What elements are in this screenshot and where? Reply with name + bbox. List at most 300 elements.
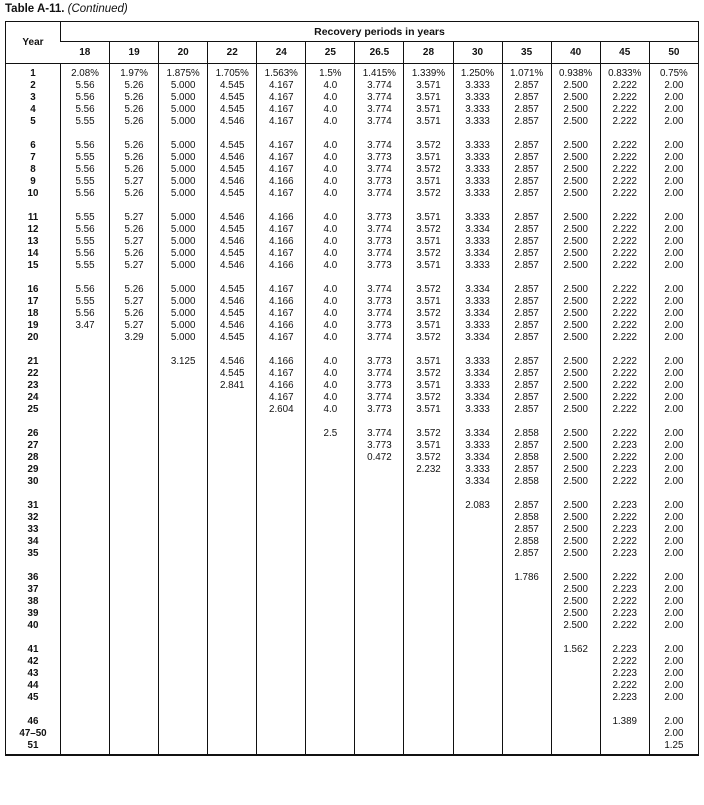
value-cell: 3.333	[453, 320, 502, 332]
value-cell: 4.0	[306, 116, 355, 128]
year-cell: 20	[27, 332, 39, 344]
year-cell: 40	[27, 620, 39, 632]
value-cell: 2.500	[551, 152, 600, 164]
spacer-cell	[257, 633, 306, 644]
value-cell: 2.00	[649, 440, 698, 452]
value-cell: 3.334	[453, 452, 502, 464]
value-cell	[404, 620, 453, 632]
value-cell	[208, 476, 257, 488]
value-cell: 5.56	[61, 104, 110, 116]
spacer-cell	[600, 489, 649, 500]
value-cell: 3.333	[453, 464, 502, 476]
value-cell: 4.545	[208, 332, 257, 344]
spacer-row	[6, 489, 699, 500]
value-cell	[502, 728, 551, 740]
spacer-cell	[110, 201, 159, 212]
value-cell	[61, 608, 110, 620]
value-cell: 3.333	[453, 188, 502, 200]
value-cell	[306, 596, 355, 608]
value-cell: 4.167	[257, 140, 306, 152]
spacer-cell	[551, 752, 600, 755]
spacer-cell	[159, 633, 208, 644]
spacer-cell	[502, 273, 551, 284]
value-cell	[453, 668, 502, 680]
value-cell	[502, 620, 551, 632]
column-header-35: 35	[502, 42, 551, 64]
value-cell: 2.222	[600, 140, 649, 152]
value-cell	[159, 620, 208, 632]
value-cell: 2.500	[551, 80, 600, 92]
spacer-cell	[649, 273, 698, 284]
value-cell: 2.857	[502, 380, 551, 392]
table-row	[6, 212, 699, 224]
value-cell	[502, 584, 551, 596]
value-cell: 2.858	[502, 536, 551, 548]
spacer-cell	[6, 633, 61, 644]
value-cell: 3.572	[404, 164, 453, 176]
value-cell: 4.0	[306, 164, 355, 176]
spacer-cell	[159, 273, 208, 284]
table-row	[6, 68, 699, 80]
value-cell	[257, 536, 306, 548]
value-cell: 2.500	[551, 188, 600, 200]
value-cell: 2.222	[600, 572, 649, 584]
value-cell	[257, 716, 306, 728]
value-cell: 3.333	[453, 104, 502, 116]
value-cell	[551, 740, 600, 752]
value-cell	[61, 368, 110, 380]
spacer-cell	[600, 273, 649, 284]
value-cell: 3.572	[404, 224, 453, 236]
value-cell	[355, 464, 404, 476]
value-cell: 2.857	[502, 548, 551, 560]
value-cell: 3.774	[355, 104, 404, 116]
value-cell: 2.00	[649, 320, 698, 332]
value-cell	[61, 500, 110, 512]
value-cell: 4.166	[257, 296, 306, 308]
value-cell: 3.773	[355, 380, 404, 392]
spacer-cell	[502, 129, 551, 140]
value-cell: 3.774	[355, 392, 404, 404]
spacer-cell	[208, 489, 257, 500]
value-cell: 4.0	[306, 212, 355, 224]
year-cell: 5	[30, 116, 36, 128]
spacer-cell	[6, 129, 61, 140]
value-cell: 4.0	[306, 356, 355, 368]
value-cell: 3.572	[404, 368, 453, 380]
table-row	[6, 644, 699, 656]
value-cell	[208, 716, 257, 728]
value-cell	[110, 356, 159, 368]
spacer-cell	[453, 489, 502, 500]
value-cell: 4.0	[306, 404, 355, 416]
value-cell: 1.562	[551, 644, 600, 656]
value-cell: 5.000	[159, 140, 208, 152]
value-cell	[404, 524, 453, 536]
value-cell: 4.545	[208, 92, 257, 104]
table-row	[6, 476, 699, 488]
value-cell	[404, 668, 453, 680]
table-row	[6, 692, 699, 704]
value-cell	[159, 368, 208, 380]
value-cell	[208, 608, 257, 620]
value-cell	[355, 584, 404, 596]
value-cell: 1.339%	[404, 68, 453, 80]
column-header-26.5: 26.5	[355, 42, 404, 64]
value-cell: 2.222	[600, 248, 649, 260]
table-row	[6, 224, 699, 236]
value-cell: 4.545	[208, 140, 257, 152]
value-cell	[110, 452, 159, 464]
value-cell	[404, 692, 453, 704]
table-header	[6, 22, 699, 64]
spacer-cell	[502, 633, 551, 644]
spacer-cell	[502, 752, 551, 755]
value-cell	[159, 644, 208, 656]
value-cell	[502, 668, 551, 680]
value-cell: 2.083	[453, 500, 502, 512]
value-cell	[208, 404, 257, 416]
value-cell	[306, 668, 355, 680]
value-cell: 2.222	[600, 296, 649, 308]
value-cell: 2.500	[551, 260, 600, 272]
recovery-periods-header: Recovery periods in years	[61, 22, 699, 42]
value-cell	[159, 428, 208, 440]
spacer-cell	[257, 561, 306, 572]
value-cell	[306, 620, 355, 632]
value-cell: 2.00	[649, 728, 698, 740]
value-cell: 2.222	[600, 284, 649, 296]
value-cell	[404, 644, 453, 656]
value-cell: 2.857	[502, 332, 551, 344]
value-cell: 4.167	[257, 152, 306, 164]
spacer-cell	[208, 273, 257, 284]
value-cell: 2.857	[502, 212, 551, 224]
year-cell: 30	[27, 476, 39, 488]
value-cell	[110, 368, 159, 380]
value-cell: 4.167	[257, 368, 306, 380]
value-cell: 2.222	[600, 332, 649, 344]
value-cell	[453, 536, 502, 548]
value-cell: 3.774	[355, 284, 404, 296]
value-cell	[208, 392, 257, 404]
value-cell	[61, 596, 110, 608]
spacer-cell	[306, 417, 355, 428]
year-cell: 22	[27, 367, 39, 379]
spacer-cell	[649, 417, 698, 428]
value-cell: 3.774	[355, 428, 404, 440]
value-cell: 4.546	[208, 236, 257, 248]
value-cell: 2.222	[600, 104, 649, 116]
value-cell	[208, 536, 257, 548]
value-cell: 2.222	[600, 656, 649, 668]
value-cell: 2.500	[551, 512, 600, 524]
year-cell: 16	[27, 283, 39, 295]
value-cell	[404, 596, 453, 608]
value-cell	[355, 500, 404, 512]
spacer-cell	[355, 273, 404, 284]
value-cell	[502, 656, 551, 668]
value-cell	[208, 464, 257, 476]
value-cell: 3.773	[355, 236, 404, 248]
spacer-cell	[453, 417, 502, 428]
value-cell: 1.071%	[502, 68, 551, 80]
table-row	[6, 452, 699, 464]
value-cell	[355, 572, 404, 584]
value-cell: 3.571	[404, 320, 453, 332]
value-cell	[355, 692, 404, 704]
value-cell	[404, 584, 453, 596]
value-cell: 2.222	[600, 176, 649, 188]
value-cell: 2.222	[600, 392, 649, 404]
spacer-cell	[6, 201, 61, 212]
value-cell: 1.5%	[306, 68, 355, 80]
value-cell: 2.00	[649, 140, 698, 152]
value-cell	[257, 644, 306, 656]
year-cell: 23	[27, 379, 39, 391]
table-row	[6, 116, 699, 128]
value-cell: 5.55	[61, 236, 110, 248]
year-cell: 34	[27, 536, 39, 548]
value-cell: 2.00	[649, 332, 698, 344]
value-cell: 2.00	[649, 512, 698, 524]
value-cell: 2.00	[649, 536, 698, 548]
value-cell	[159, 572, 208, 584]
year-cell: 19	[27, 320, 39, 332]
value-cell: 4.167	[257, 308, 306, 320]
spacer-cell	[355, 345, 404, 356]
value-cell: 2.500	[551, 452, 600, 464]
table-row	[6, 176, 699, 188]
value-cell	[208, 728, 257, 740]
value-cell: 2.222	[600, 164, 649, 176]
value-cell: 2.500	[551, 380, 600, 392]
spacer-cell	[404, 705, 453, 716]
spacer-cell	[502, 561, 551, 572]
spacer-cell	[355, 633, 404, 644]
value-cell	[404, 500, 453, 512]
value-cell: 2.00	[649, 500, 698, 512]
value-cell: 5.55	[61, 260, 110, 272]
year-cell: 41	[27, 643, 39, 655]
value-cell: 2.500	[551, 116, 600, 128]
value-cell: 3.773	[355, 440, 404, 452]
value-cell: 2.222	[600, 428, 649, 440]
value-cell: 3.333	[453, 212, 502, 224]
value-cell: 2.858	[502, 512, 551, 524]
value-cell: 5.56	[61, 188, 110, 200]
table-row	[6, 140, 699, 152]
value-cell: 3.571	[404, 176, 453, 188]
table-row	[6, 92, 699, 104]
value-cell	[257, 452, 306, 464]
value-cell: 4.0	[306, 104, 355, 116]
year-cell: 17	[27, 295, 39, 307]
value-cell	[61, 512, 110, 524]
spacer-cell	[61, 201, 110, 212]
value-cell: 3.334	[453, 332, 502, 344]
value-cell: 4.166	[257, 212, 306, 224]
value-cell: 3.333	[453, 152, 502, 164]
value-cell	[600, 728, 649, 740]
value-cell	[110, 716, 159, 728]
value-cell: 3.572	[404, 284, 453, 296]
value-cell	[159, 608, 208, 620]
year-cell: 32	[27, 511, 39, 523]
value-cell: 2.500	[551, 476, 600, 488]
spacer-cell	[306, 273, 355, 284]
spacer-cell	[551, 273, 600, 284]
spacer-cell	[257, 752, 306, 755]
value-cell	[61, 476, 110, 488]
spacer-cell	[355, 201, 404, 212]
value-cell: 2.00	[649, 296, 698, 308]
column-header-25: 25	[306, 42, 355, 64]
spacer-cell	[61, 273, 110, 284]
value-cell	[159, 692, 208, 704]
table-title	[5, 3, 128, 15]
value-cell	[208, 680, 257, 692]
value-cell: 5.27	[110, 320, 159, 332]
value-cell: 5.000	[159, 308, 208, 320]
value-cell: 4.166	[257, 236, 306, 248]
table-row	[6, 656, 699, 668]
value-cell	[110, 668, 159, 680]
header-row-top	[6, 22, 699, 42]
value-cell: 3.333	[453, 356, 502, 368]
value-cell: 2.00	[649, 392, 698, 404]
value-cell	[61, 644, 110, 656]
value-cell: 5.56	[61, 164, 110, 176]
value-cell: 3.334	[453, 392, 502, 404]
year-cell: 35	[27, 548, 39, 560]
spacer-cell	[404, 129, 453, 140]
value-cell: 2.00	[649, 368, 698, 380]
value-cell	[306, 548, 355, 560]
spacer-cell	[453, 273, 502, 284]
value-cell: 2.222	[600, 680, 649, 692]
value-cell: 4.0	[306, 176, 355, 188]
value-cell: 2.500	[551, 500, 600, 512]
value-cell	[404, 716, 453, 728]
value-cell	[257, 500, 306, 512]
value-cell: 3.773	[355, 356, 404, 368]
value-cell	[453, 644, 502, 656]
value-cell: 4.166	[257, 356, 306, 368]
value-cell: 3.334	[453, 368, 502, 380]
value-cell: 4.0	[306, 368, 355, 380]
value-cell: 3.571	[404, 260, 453, 272]
value-cell	[453, 716, 502, 728]
value-cell	[61, 464, 110, 476]
spacer-cell	[110, 633, 159, 644]
value-cell	[61, 380, 110, 392]
value-cell	[110, 512, 159, 524]
value-cell: 2.08%	[61, 68, 110, 80]
value-cell: 4.545	[208, 164, 257, 176]
value-cell: 4.546	[208, 320, 257, 332]
value-cell: 2.00	[649, 188, 698, 200]
spacer-cell	[6, 705, 61, 716]
spacer-cell	[6, 345, 61, 356]
value-cell	[404, 740, 453, 752]
value-cell: 2.223	[600, 644, 649, 656]
value-cell: 5.56	[61, 248, 110, 260]
value-cell	[159, 524, 208, 536]
spacer-cell	[600, 417, 649, 428]
value-cell	[257, 728, 306, 740]
value-cell: 2.222	[600, 92, 649, 104]
value-cell: 2.00	[649, 224, 698, 236]
value-cell: 2.500	[551, 236, 600, 248]
value-cell	[355, 620, 404, 632]
spacer-cell	[257, 705, 306, 716]
value-cell: 3.774	[355, 92, 404, 104]
value-cell	[61, 656, 110, 668]
value-cell: 2.841	[208, 380, 257, 392]
value-cell	[502, 644, 551, 656]
value-cell	[110, 572, 159, 584]
value-cell	[355, 476, 404, 488]
value-cell: 5.26	[110, 308, 159, 320]
value-cell	[159, 548, 208, 560]
year-cell: 4	[30, 104, 36, 116]
spacer-cell	[551, 561, 600, 572]
spacer-cell	[159, 417, 208, 428]
value-cell	[355, 536, 404, 548]
value-cell: 2.857	[502, 440, 551, 452]
value-cell: 5.000	[159, 152, 208, 164]
table-row	[6, 104, 699, 116]
spacer-cell	[453, 633, 502, 644]
value-cell: 4.545	[208, 248, 257, 260]
value-cell: 2.500	[551, 392, 600, 404]
value-cell: 2.00	[649, 572, 698, 584]
value-cell	[502, 692, 551, 704]
value-cell	[551, 680, 600, 692]
value-cell	[257, 680, 306, 692]
value-cell: 0.938%	[551, 68, 600, 80]
value-cell: 4.167	[257, 80, 306, 92]
column-header-18: 18	[61, 42, 110, 64]
value-cell: 2.857	[502, 524, 551, 536]
value-cell: 4.0	[306, 260, 355, 272]
value-cell: 3.774	[355, 188, 404, 200]
spacer-cell	[257, 201, 306, 212]
table-title-label: Table A-11.	[5, 3, 65, 15]
spacer-cell	[110, 129, 159, 140]
year-cell: 36	[27, 571, 39, 583]
value-cell: 2.00	[649, 524, 698, 536]
spacer-row	[6, 417, 699, 428]
year-cell: 28	[27, 451, 39, 463]
value-cell: 3.333	[453, 80, 502, 92]
value-cell	[306, 440, 355, 452]
value-cell: 3.571	[404, 356, 453, 368]
value-cell: 5.000	[159, 248, 208, 260]
value-cell: 2.00	[649, 284, 698, 296]
column-header-24: 24	[257, 42, 306, 64]
value-cell	[355, 668, 404, 680]
value-cell: 4.0	[306, 380, 355, 392]
value-cell	[159, 728, 208, 740]
value-cell	[257, 656, 306, 668]
value-cell: 4.545	[208, 224, 257, 236]
value-cell	[61, 452, 110, 464]
value-cell	[600, 740, 649, 752]
value-cell: 5.56	[61, 308, 110, 320]
value-cell	[208, 740, 257, 752]
